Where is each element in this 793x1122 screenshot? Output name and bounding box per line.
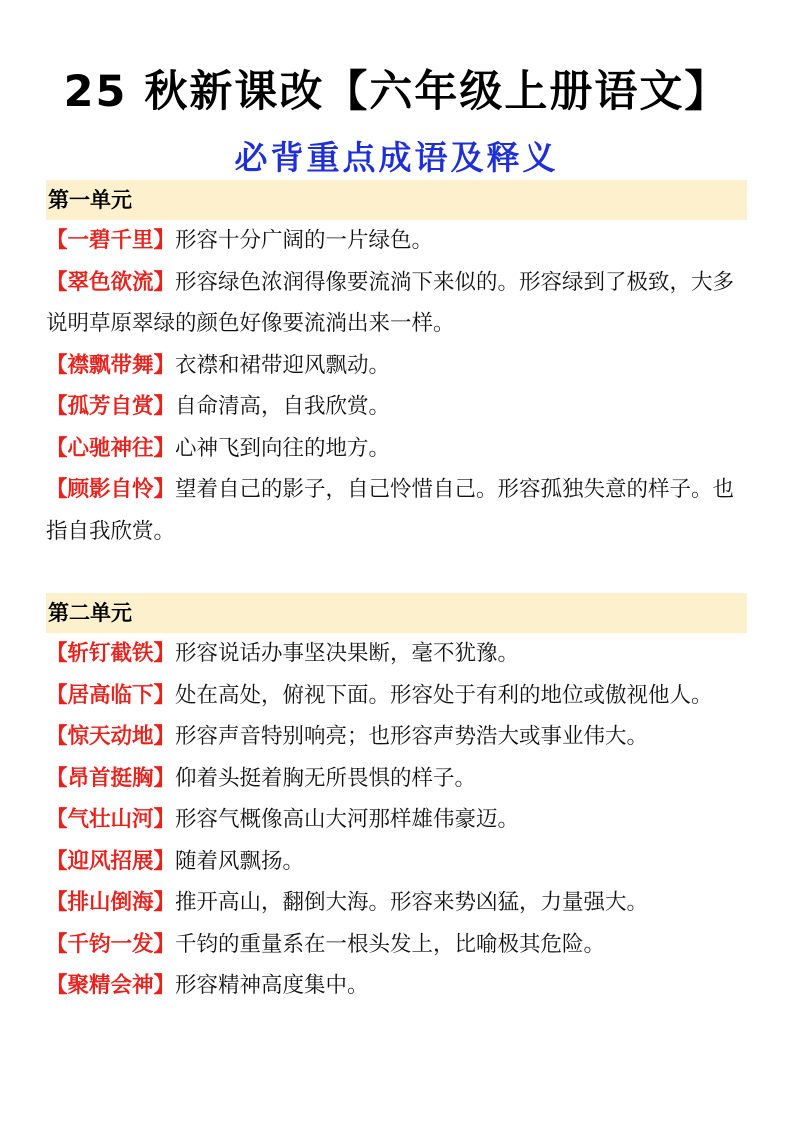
idiom-term: 【心驰神往】 (46, 435, 176, 461)
idiom-entry (46, 716, 747, 758)
unit-section-1 (46, 180, 747, 552)
idiom-definition: 自命清高，自我欣赏。 (175, 394, 391, 419)
idiom-definition: 衣襟和裙带迎风飘动。 (175, 352, 391, 378)
idiom-term: 【一碧千里】 (46, 228, 176, 253)
idiom-entry (46, 345, 747, 387)
idiom-term: 【聚精会神】 (46, 973, 176, 998)
page-subtitle: 必背重点成语及释义 (234, 138, 559, 177)
idiom-term: 【气壮山河】 (46, 807, 176, 832)
idiom-definition: 推开高山，翻倒大海。形容来势凶猛，力量强大。 (175, 890, 649, 915)
idiom-term: 【襟飘带舞】 (46, 352, 176, 378)
idiom-term: 【孤芳自赏】 (46, 394, 176, 419)
idiom-entry (46, 758, 747, 800)
idiom-term: 【惊天动地】 (46, 724, 176, 749)
idiom-definition: 形容精神高度集中。 (175, 973, 369, 998)
idiom-definition: 望着自己的影子，自己怜惜自己。形容孤独失意的样子。也指自我欣赏。 (46, 477, 735, 544)
page-title: 25 秋新课改【六年级上册语文】 (63, 67, 730, 117)
idiom-definition: 形容说话办事坚决果断，毫不犹豫。 (175, 641, 520, 666)
idiom-definition: 形容气概像高山大河那样雄伟豪迈。 (175, 807, 520, 832)
idiom-definition: 随着风飘扬。 (175, 848, 305, 874)
idiom-definition: 处在高处，俯视下面。形容处于有利的地位或傲视他人。 (175, 682, 713, 708)
idiom-definition: 仰着头挺着胸无所畏惧的样子。 (175, 765, 477, 791)
idiom-entry (46, 386, 747, 428)
idiom-entry (46, 675, 747, 717)
unit-header: 第一单元 (46, 180, 747, 220)
idiom-term: 【排山倒海】 (46, 890, 176, 915)
idiom-entry (46, 262, 747, 345)
idiom-entry (46, 882, 747, 924)
idiom-entry (46, 633, 747, 675)
idiom-term: 【顾影自怜】 (46, 477, 176, 502)
idiom-entry (46, 799, 747, 841)
idiom-definition: 千钧的重量系在一根头发上，比喻极其危险。 (175, 931, 606, 957)
idiom-entry (46, 469, 747, 552)
unit-section-2 (46, 593, 747, 1007)
idiom-entry (46, 428, 747, 470)
idiom-entry (46, 841, 747, 883)
idiom-definition: 形容十分广阔的一片绿色。 (175, 228, 434, 253)
idiom-entry (46, 220, 747, 262)
idiom-term: 【千钧一发】 (46, 931, 176, 957)
idiom-definition: 形容声音特别响亮；也形容声势浩大或事业伟大。 (175, 724, 649, 749)
idiom-definition: 形容绿色浓润得像要流淌下来似的。形容绿到了极致，大多说明草原翠绿的颜色好像要流淌出来一样。 (46, 269, 735, 336)
idiom-definition: 心神飞到向往的地方。 (175, 435, 391, 461)
unit-header: 第二单元 (46, 593, 747, 633)
idiom-term: 【斩钉截铁】 (46, 641, 176, 666)
idiom-term: 【翠色欲流】 (46, 269, 176, 295)
idiom-term: 【迎风招展】 (46, 848, 176, 874)
idiom-term: 【居高临下】 (46, 682, 176, 708)
idiom-entry (46, 965, 747, 1007)
idiom-entry (46, 924, 747, 966)
idiom-term: 【昂首挺胸】 (46, 765, 176, 791)
